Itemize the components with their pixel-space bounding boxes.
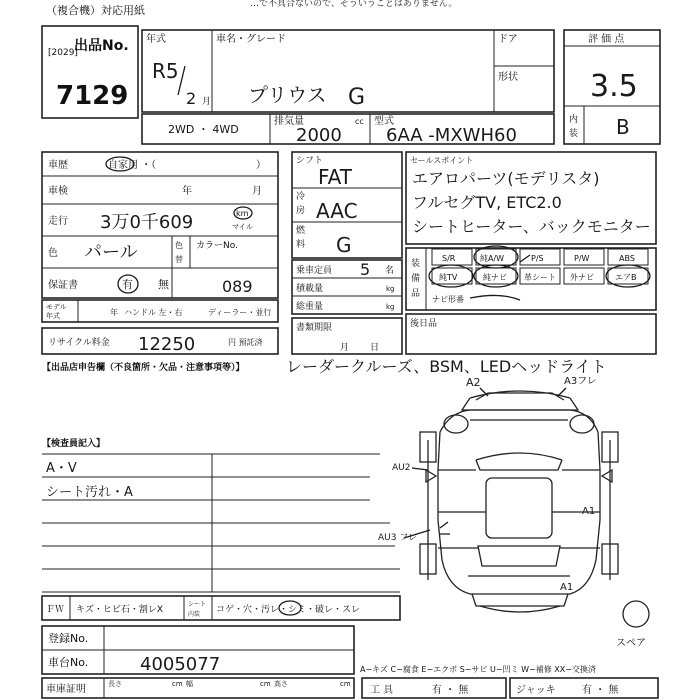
soubi-juntv: 純TV [439,273,458,282]
soubi-row2 [432,268,648,284]
haikiryo-value: 2000 [296,125,342,146]
damage-legend: A−キズ C−腐食 E−エクボ S−サビ U−凹ミ W−補修 XX−交換済 [360,665,596,674]
nenryo-label1: 燃 [296,226,306,236]
sojuryo-unit: kg [386,303,395,311]
fw-sheet-desc: コゲ・穴・汚レ・シミ・破レ・スレ [216,605,361,615]
recycle-unit: 円 預託済 [228,338,263,347]
shift-label: シフト [296,156,324,166]
header-grid [142,30,554,146]
car-name: プリウス [248,83,327,107]
recycle-value: 12250 [138,334,196,355]
sales-line-2: フルセグTV, ETC2.0 [412,193,562,212]
iro-sub1: 色 [175,241,183,250]
shaken-label: 車検 [48,186,68,197]
shareki-close: ） [256,160,266,171]
fw-sheet1: シート [188,601,207,608]
soubi-label-3: 品 [411,289,421,299]
soko-unit-km: km [236,209,249,218]
toroku-month: 月 [340,343,350,353]
damage-a1a: A1 [582,506,596,517]
soubi-ps: P/S [531,254,544,263]
soubi-sr: S/R [442,254,456,263]
bottom-row [42,678,658,698]
nenshiki-month-unit: 月 [202,97,212,107]
katashiki-label: 型式 [374,116,394,127]
naiso-value: B [616,115,630,139]
hoshosho-label: 保証書 [48,280,78,291]
katashiki-value: 6AA -MXWH60 [386,125,517,146]
haba-cm: cm [260,680,271,688]
car-diagram [420,391,649,627]
shamei-label: 車名・グレード [216,34,286,45]
hoshosho-yes: 有 [122,278,133,291]
taka-label: 高さ [274,680,288,688]
right-info [406,152,656,354]
iro-label: 色 [48,248,58,259]
sales-line-3: シートヒーター、バックモニター [412,217,651,236]
soubi-junnavi: 純ナビ [483,273,507,282]
fw-desc: キズ・ヒビ石・割レX [76,605,163,615]
lot-box [42,26,138,118]
sales-line-1: エアロパーツ(モデリスタ) [412,169,600,188]
teiin-label: 乗車定員 [296,266,333,276]
soubi-label-1: 装 [411,259,421,269]
damage-a1b: A1 [560,582,574,593]
sales-label: セールスポイント [410,156,474,165]
damage-a3fl: A3フレ [564,376,597,387]
shako-label: 車庫証明 [46,684,86,695]
soubi-junaw: 純A/W [480,254,505,263]
kensa-note-1: A・V [46,461,77,476]
naga-label: 長さ [108,680,122,688]
model-dealer: ディーラー・並行 [208,308,272,317]
naiso-label-1: 内 [569,115,579,125]
shadai-value: 4005077 [140,654,221,675]
spare-label: スペア [616,638,646,649]
naiso-label-2: 装 [569,129,579,139]
lot-small: [2029] [48,48,78,58]
nenshiki-month: 2 [186,89,197,108]
fw-label: ＦＷ [46,605,65,615]
soubi-gainavi: 外ナビ [570,273,594,282]
shaken-year: 年 [182,186,192,197]
soubi-kawaseat: 革シート [524,273,556,282]
shift-value: FAT [318,165,353,189]
hyoka-label: 評 価 点 [588,34,625,45]
fw-sheet2: 内装 [188,611,201,618]
hyoka-box [564,30,660,144]
model-handle: ハンドル 左・右 [124,308,183,317]
nenshiki-era: R5 [152,59,179,83]
toroku-day: 日 [370,343,380,353]
teiin-unit: 名 [385,266,395,276]
haikiryo-label: 排気量 [274,116,304,127]
reikyaku-label1: 冷 [296,192,306,202]
nenryo-value: G [336,233,352,257]
left-info [42,152,278,355]
taka-cm: cm [340,680,351,688]
shaken-month: 月 [252,186,262,197]
model-l1: モデル [46,303,67,311]
jack-options: 有 ・ 無 [582,685,619,696]
soubi-pw: P/W [574,254,590,263]
soko-value: 3万0千609 [100,212,194,233]
sekisai-label: 積載量 [296,284,324,294]
soubi-abs: ABS [619,254,635,263]
lot-number: 7129 [56,81,129,111]
jack-label: ジャッキ [516,685,556,696]
registration [42,626,354,675]
iro-sub2: 替 [175,255,183,264]
soko-unit-mile: マイル [232,223,253,231]
car-grade: G [348,85,366,110]
reikyaku-value: AAC [316,199,358,223]
reikyaku-label2: 房 [296,206,306,216]
shareki-label: 車歴 [48,160,68,171]
color-no: 089 [222,277,253,296]
nenryo-label2: 料 [296,240,306,250]
soubi-navi: ナビ形番 [432,295,464,304]
shadai-label: 車台No. [48,656,89,669]
soubi-label-2: 備 [411,274,421,284]
top-note: （複合機）対応用紙 [46,4,145,17]
sekisai-unit: kg [386,285,395,293]
lot-label: 出品No. [74,38,129,54]
haikiryo-unit: cc [355,117,364,126]
damage-au3fl: AU3 フレ [378,533,417,543]
soko-label: 走行 [48,216,68,227]
teiin-value: 5 [360,260,371,279]
damage-au2: AU2 [392,463,411,473]
shinkoku-label: 【出品店申告欄（不良箇所・欠品・注意事項等）】 [42,363,245,373]
door-label: ドア [498,34,518,45]
damage-marks [378,376,646,649]
gobi-label: 後日品 [410,319,438,329]
kogu-label: 工 具 [370,685,394,696]
toroku-label: 書類期限 [296,323,333,333]
drive-label: 2WD ・ 4WD [168,123,239,136]
hyoka-score: 3.5 [590,69,638,104]
color-no-label: カラーNo. [196,241,238,251]
naga-cm: cm [172,680,183,688]
kensa-note-2: シート汚れ・A [46,485,133,500]
damage-a2: A2 [466,376,481,389]
top-fragment: …で不具合ないので、そういうことはありません。 [250,0,458,9]
nenshiki-label: 年式 [146,34,166,45]
kensa-grid [42,454,400,592]
model-l2: 年式 [46,312,60,320]
soubi-row1 [432,249,648,265]
kensa-label: 【検査員記入】 [42,439,106,449]
soubi-airb: エアB [615,273,637,282]
shinkoku-note: レーダークルーズ、BSM、LEDヘッドライト [286,357,607,376]
katachi-label: 形状 [498,72,518,83]
model-year: 年 [110,308,118,317]
recycle-label: リサイクル料金 [48,338,110,348]
center-info [292,152,402,354]
shareki-options: 自家用 ・（ [108,160,157,171]
sojuryo-label: 総重量 [296,302,324,312]
iro-value: パール [84,242,138,263]
kogu-options: 有 ・ 無 [432,685,469,696]
haba-label: 幅 [186,680,193,688]
toroku-no-label: 登録No. [48,632,89,645]
hoshosho-no: 無 [158,278,169,291]
fw-row [42,596,400,620]
